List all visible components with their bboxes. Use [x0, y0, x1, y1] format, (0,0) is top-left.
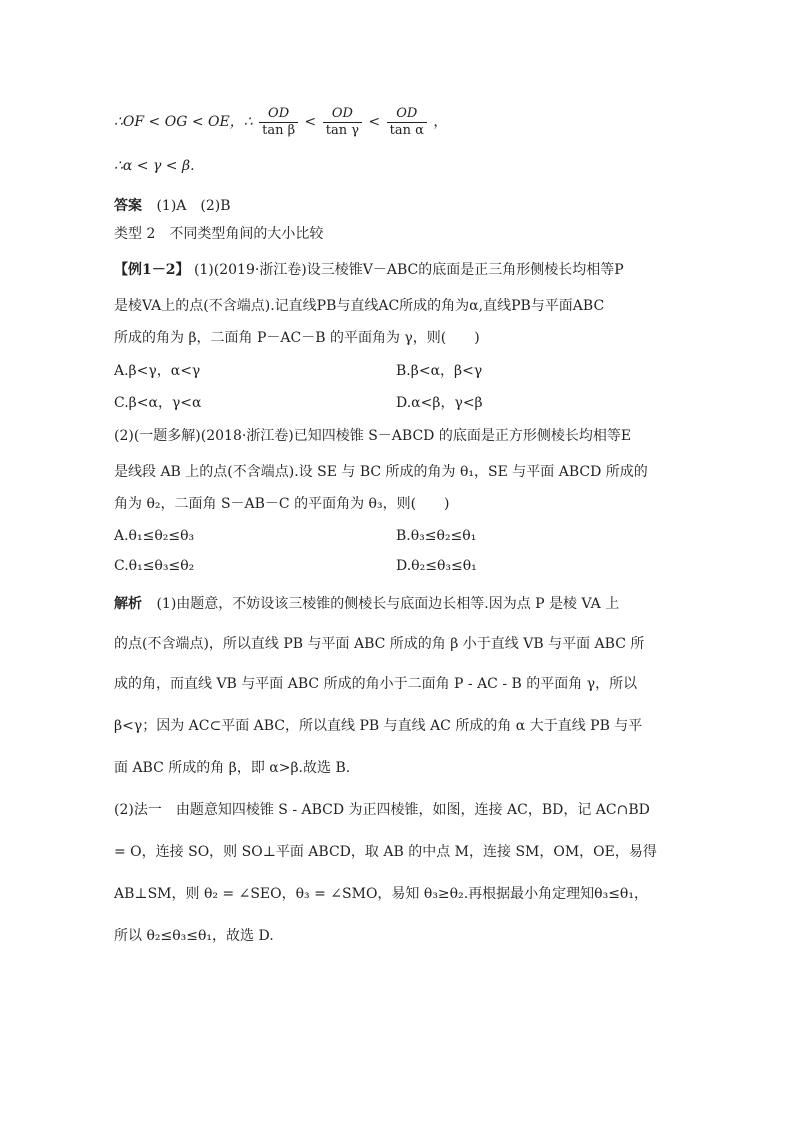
analysis-line-1: 解析 (1)由题意，不妨设该三棱锥的侧棱长与底面边长相等.因为点 P 是棱 VA 上	[114, 596, 620, 612]
question-2-line-3: 角为 θ₂，二面角 S－AB－C 的平面角为 θ₃，则( )	[114, 496, 450, 512]
option-1d: D.α<β，γ<β	[396, 395, 483, 411]
question-2-line-2: 是线段 AB 上的点(不含端点).设 SE 与 BC 所成的角为 θ₁，SE 与平面 ABCD 所成的	[114, 464, 648, 480]
type-heading: 类型 2 不同类型角间的大小比较	[114, 226, 324, 242]
example-line-3: 所成的角为 β，二面角 P－AC－B 的平面角为 γ，则( )	[114, 330, 480, 346]
example-label: 【例1－2】	[114, 262, 190, 278]
option-1a: A.β<γ，α<γ	[114, 363, 201, 379]
option-1c: C.β<α，γ<α	[114, 395, 202, 411]
example-line-1: 【例1－2】 (1)(2019·浙江卷)设三棱锥V－ABC的底面是正三角形侧棱长均相等P	[114, 262, 624, 278]
fraction-1: $\frac{OD}{\text{tan β}}$	[259, 106, 298, 139]
option-2d: D.θ₂≤θ₃≤θ₁	[396, 558, 477, 574]
option-2b: B.θ₃≤θ₂≤θ₁	[396, 528, 477, 544]
analysis-line-5: 面 ABC 所成的角 β，即 α>β.故选 B.	[114, 760, 351, 776]
fraction-2: $\frac{OD}{\text{tan γ}}$	[323, 106, 362, 139]
option-1b: B.β<α，β<γ	[396, 363, 483, 379]
inequality-text: ∴OF < OG < OE，∴	[114, 114, 253, 130]
method-line-1: (2)法一 由题意知四棱锥 S - ABCD 为正四棱锥，如图，连接 AC，BD，记 AC∩BD	[114, 802, 650, 818]
answer-text: (1)A (2)B	[156, 198, 231, 214]
analysis-line-2: 的点(不含端点)，所以直线 PB 与平面 ABC 所成的角 β 小于直线 VB 与平面 ABC 所	[114, 636, 645, 652]
analysis-label: 解析	[114, 596, 142, 612]
fraction-inequality-line: ∴OF < OG < OE，∴ $\frac{OD}{\text{tan β}}$ < $\frac{OD}{\text{tan γ}}$ < $\frac{OD}{\text{tan α}}$ ，	[114, 105, 448, 138]
example-line-2: 是棱VA上的点(不含端点).记直线PB与直线AC所成的角为α,直线PB与平面ABC	[114, 298, 605, 314]
question-2-line-1: (2)(一题多解)(2018·浙江卷)已知四棱锥 S－ABCD 的底面是正方形侧棱长均相等E	[114, 428, 632, 444]
method-line-2: = O，连接 SO，则 SO⊥平面 ABCD，取 AB 的中点 M，连接 SM，OM，OE，易得	[114, 844, 657, 860]
method-line-4: 所以 θ₂≤θ₃≤θ₁，故选 D.	[114, 928, 274, 944]
analysis-line-3: 成的角，而直线 VB 与平面 ABC 所成的角小于二面角 P - AC - B 的平面角 γ，所以	[114, 676, 638, 692]
analysis-line-4: β<γ；因为 AC⊂平面 ABC，所以直线 PB 与直线 AC 所成的角 α 大于直线 PB 与平	[114, 718, 643, 734]
option-2a: A.θ₁≤θ₂≤θ₃	[114, 528, 195, 544]
conclusion-line: ∴α < γ < β.	[114, 158, 195, 174]
method-line-3: AB⊥SM，则 θ₂ = ∠SEO，θ₃ = ∠SMO，易知 θ₃≥θ₂.再根据最小角定理知θ₃≤θ₁，	[114, 886, 648, 902]
option-2c: C.θ₁≤θ₃≤θ₂	[114, 558, 195, 574]
answer-line	[114, 196, 684, 216]
answer-label: 答案	[114, 198, 142, 214]
fraction-3: $\frac{OD}{\text{tan α}}$	[387, 106, 427, 139]
